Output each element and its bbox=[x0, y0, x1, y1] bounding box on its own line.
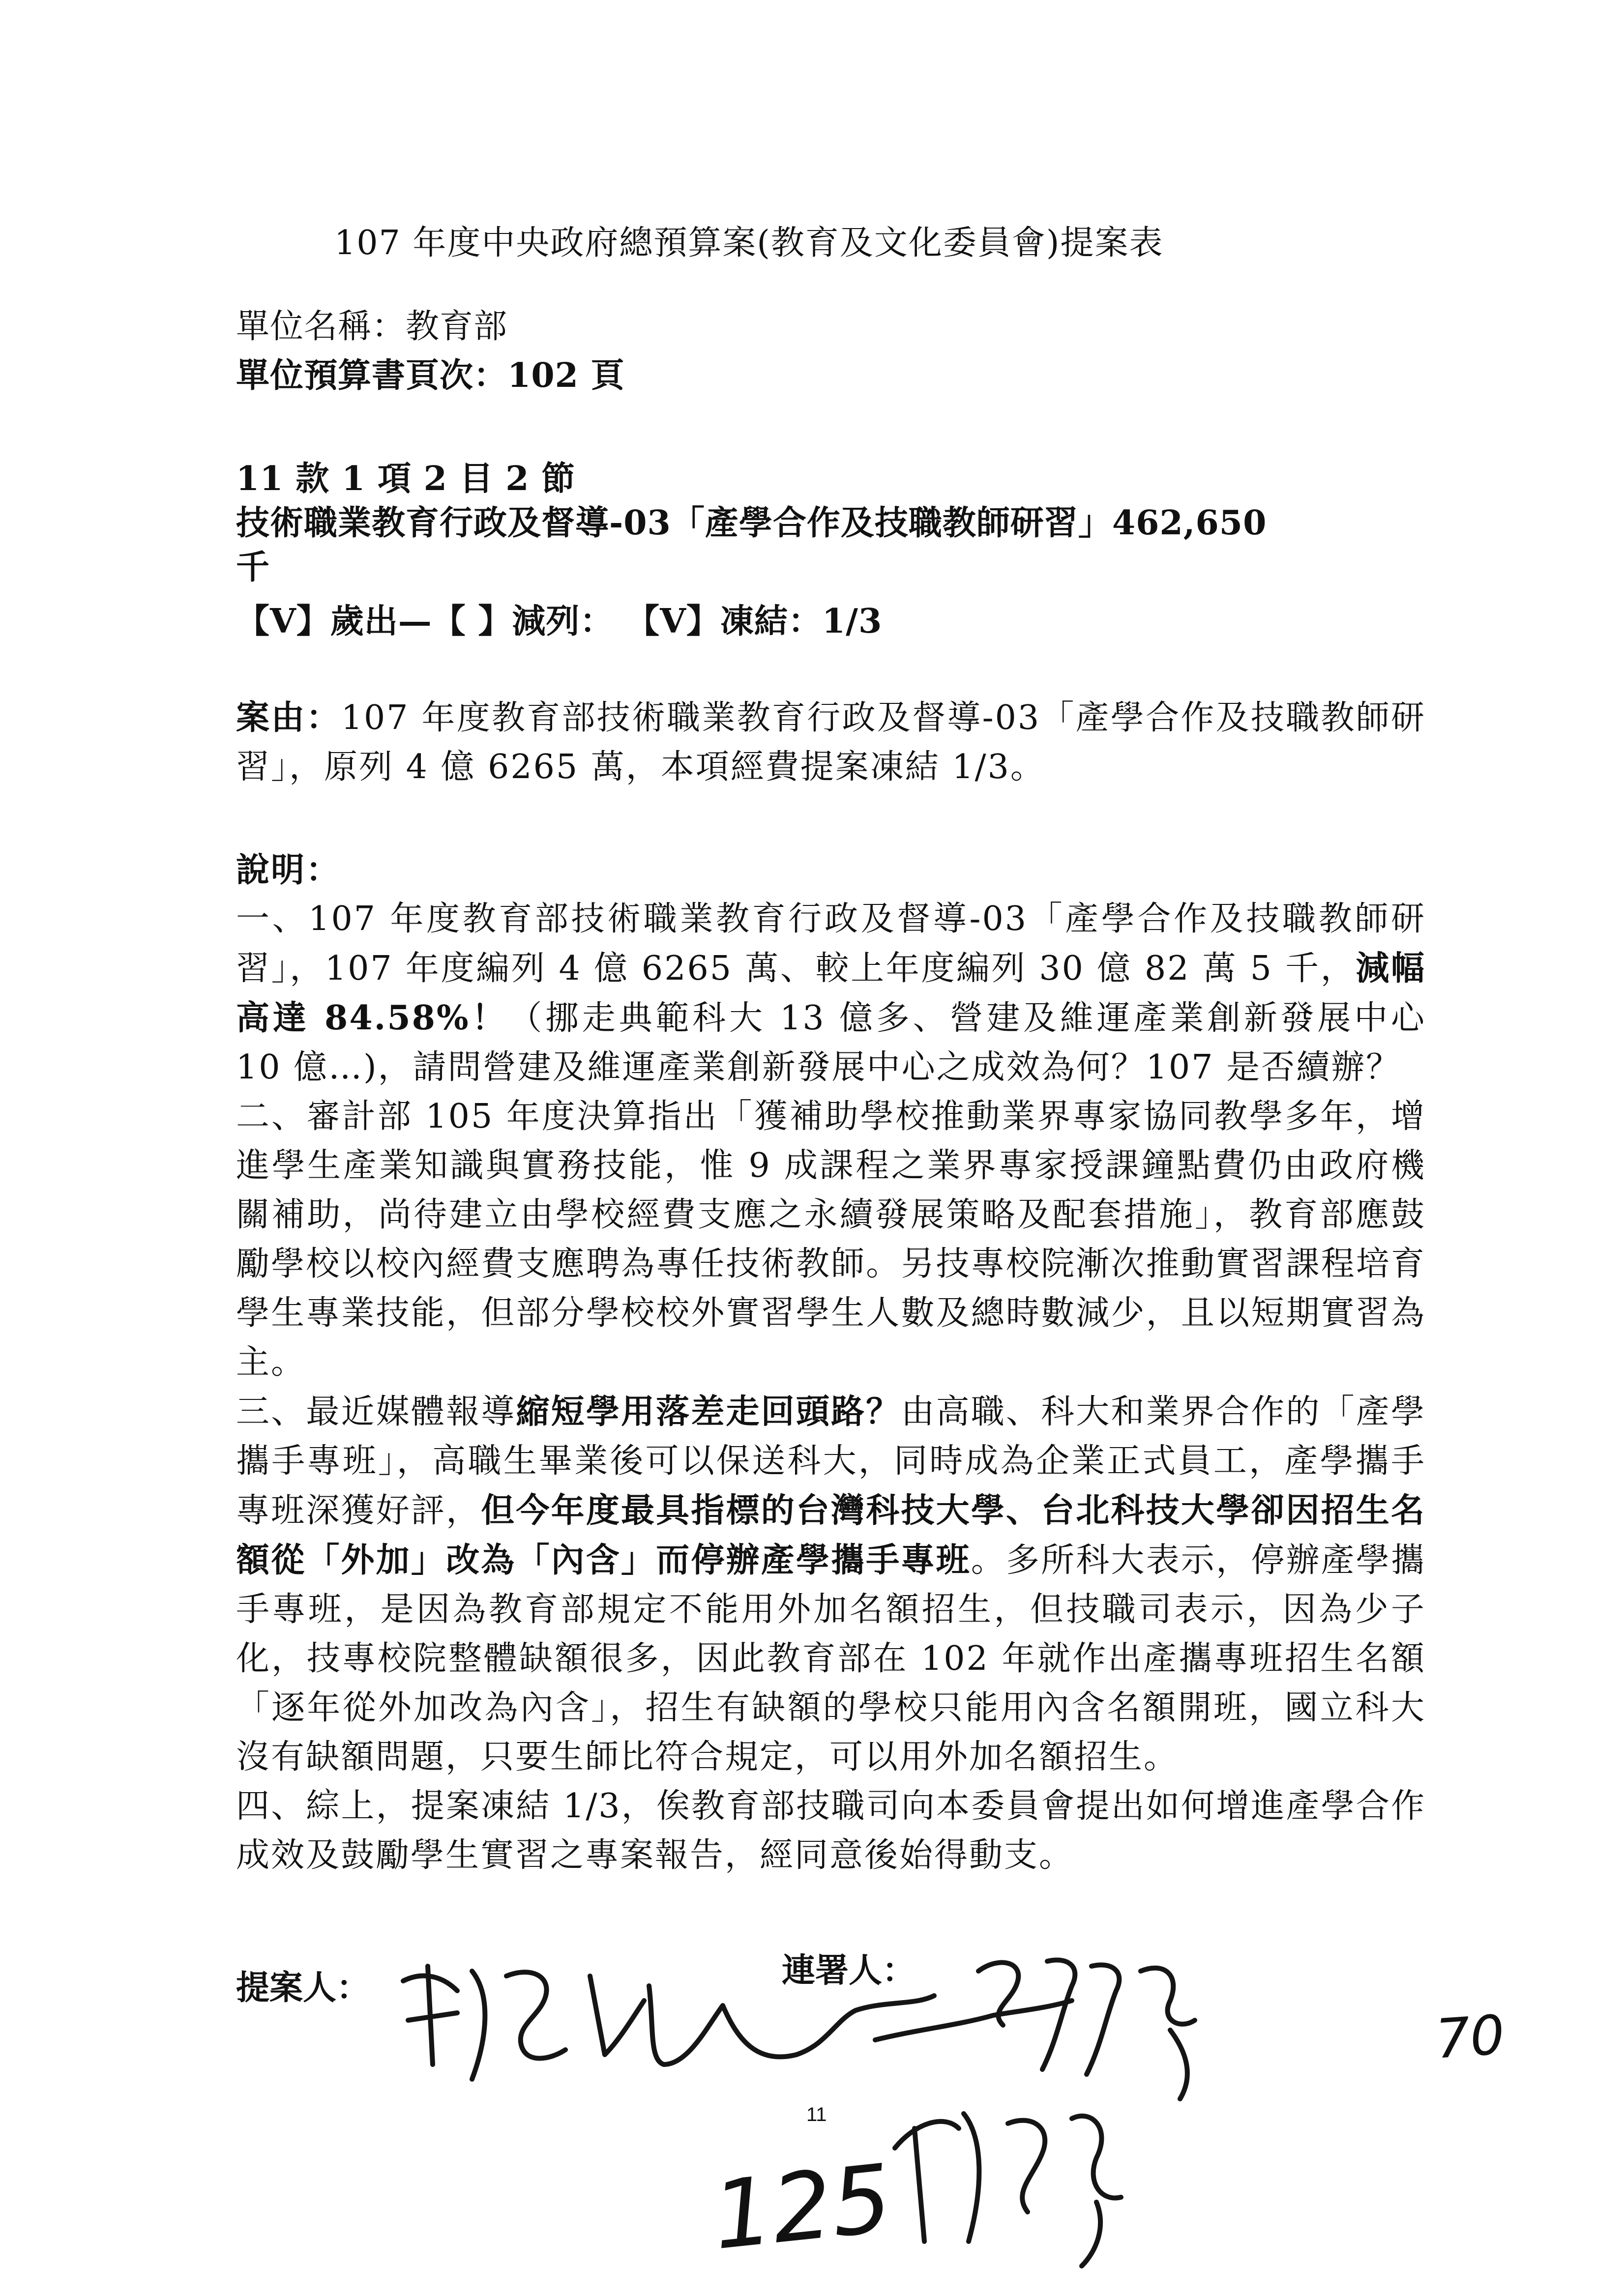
paragraph-1 bbox=[236, 895, 1426, 1092]
budget-section: 11 款 1 項 2 目 2 節 bbox=[236, 459, 576, 498]
document-title: 107 年度中央政府總預算案(教育及文化委員會)提案表 bbox=[334, 224, 1164, 262]
paragraph-3 bbox=[236, 1387, 1426, 1782]
cosigner-label: 連署人： bbox=[782, 1951, 916, 1990]
paragraph-1-bold: 減幅高達 84.58%！ bbox=[236, 949, 1426, 1038]
budget-page: 單位預算書頁次：102 頁 bbox=[236, 356, 625, 395]
cosigner-signature-stroke bbox=[978, 1960, 1195, 2099]
options-line: 【V】歲出—【 】減列： 【V】凍結：1/3 bbox=[236, 602, 883, 641]
paragraph-2: 二、審計部 105 年度決算指出「獲補助學校推動業界專家協同教學多年，增進學生產業知識與實務技能，惟 9 成課程之業界專家授課鐘點費仍由政府機關補助，尚待建立由學校經費支應之永續發展策略及配套措施」，教育部應鼓勵學校以校內經費支應聘為專任技術教師。另技專校院漸次推動實習課程培育學生專業技能，但部分學校校外實習學生人數及總時數減少，且以短期實習為主。 bbox=[236, 1097, 1426, 1382]
paragraph-3-bold-2: 但今年度最具指標的台灣科技大學、台北科技大學卻因招生名額從「外加」改為「內含」而停辦產學攜手專班 bbox=[236, 1491, 1426, 1580]
proposer-label: 提案人： bbox=[236, 1968, 370, 2007]
paragraph-3-text-c: 。多所科大表示，停辦產學攜手專班，是因為教育部規定不能用外加名額招生，但技職司表示，因為少子化，技專校院整體缺額很多，因此教育部在 102 年就作出產攜專班招生名額「逐年從外加改為內含」，招生有缺額的學校只能用內含名額開班，國立科大沒有缺額問題，只要生師比符合規定，可以用外加名額招生。 bbox=[236, 1541, 1426, 1776]
reason-label: 案由： bbox=[236, 698, 341, 737]
lower-signature-stroke bbox=[895, 2114, 1121, 2266]
page-number: 11 bbox=[806, 2104, 827, 2125]
paragraph-3-text-b: 由高職、科大和業界合作的「產學攜手專班」，高職生畢業後可以保送科大，同時成為企業正式員工，產學攜手專班深獲好評， bbox=[236, 1393, 1426, 1530]
paragraph-3-bold-1: 縮短學用落差走回頭路？ bbox=[516, 1392, 901, 1431]
unit-name: 單位名稱：教育部 bbox=[236, 307, 508, 346]
handwritten-margin-note: 70 bbox=[1433, 2003, 1507, 2071]
paragraph-1-text-b: （挪走典範科大 13 億多、營建及維運產業創新發展中心 10 億…)，請問營建及維運產業創新發展中心之成效為何？107 是否續辦？ bbox=[236, 999, 1426, 1087]
explanation-block bbox=[236, 845, 1426, 1880]
budget-item-line1: 技術職業教育行政及督導-03「產學合作及技職教師研習」462,650 bbox=[236, 503, 1267, 543]
handwritten-number: 125 bbox=[708, 2144, 897, 2271]
explain-label: 說明： bbox=[236, 850, 341, 890]
paragraph-4: 四、綜上，提案凍結 1/3，俟教育部技職司向本委員會提出如何增進產學合作成效及鼓勵學生實習之專案報告，經同意後始得動支。 bbox=[236, 1787, 1426, 1875]
reason-text: 107 年度教育部技術職業教育行政及督導-03「產學合作及技職教師研習」，原列 4 億 6265 萬，本項經費提案凍結 1/3。 bbox=[236, 698, 1426, 786]
paragraph-3-text-a: 三、最近媒體報導 bbox=[236, 1393, 516, 1431]
lower-signature-stroke bbox=[875, 2001, 1072, 2040]
budget-item-line2: 千 bbox=[236, 548, 270, 587]
paragraph-1-text-a: 一、107 年度教育部技術職業教育行政及督導-03「產學合作及技職教師研習」，107 年度編列 4 億 6265 萬、較上年度編列 30 億 82 萬 5 千， bbox=[236, 900, 1426, 988]
proposer-signature-stroke bbox=[403, 1966, 565, 2079]
reason-block bbox=[236, 693, 1426, 792]
